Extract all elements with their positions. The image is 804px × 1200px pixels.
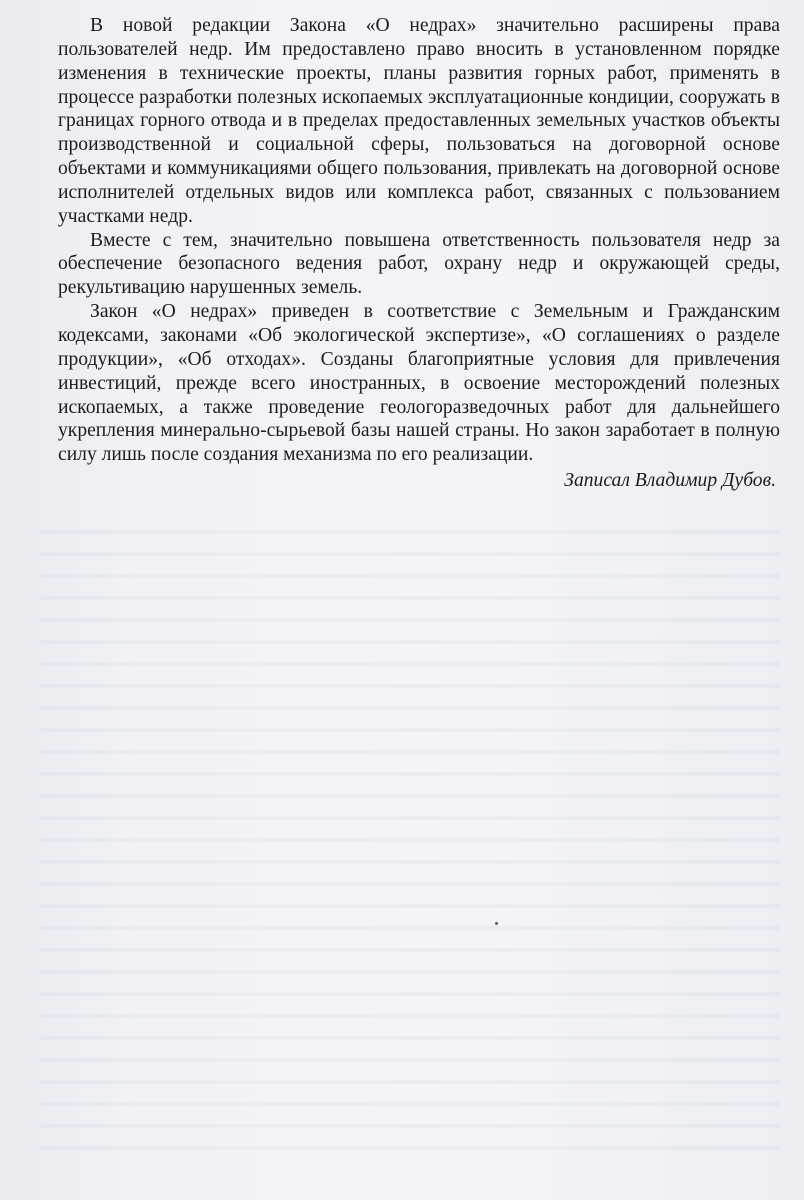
- paragraph-2: Вместе с тем, значительно повышена ответственность пользователя недр за обеспечение безопасного ведения работ, охрану недр и окружающей среды, рекультивацию нарушенных земель.: [58, 229, 780, 299]
- show-through-texture: [40, 520, 780, 1160]
- author-signature: Записал Владимир Дубов.: [564, 470, 776, 492]
- paragraph-3: Закон «О недрах» приведен в соответствие с Земельным и Гражданским кодексами, законами «Об экологической экспертизе», «О соглашениях о разделе продукции», «Об отходах». Созданы благоприятные условия для привлечения инвестиций, прежде всего иностранных, в освоение месторождений полезных ископаемых, а также проведение геологоразведочных работ для дальнейшего укрепления минерально-сырьевой базы нашей страны. Но закон заработает в полную силу лишь после создания механизма по его реализации.: [58, 301, 780, 466]
- paragraph-1: В новой редакции Закона «О недрах» значительно расширены права пользователей недр. Им предоставлено право вносить в установленном порядке изменения в технические проекты, планы развития горных работ, применять в процессе разработки полезных ископаемых эксплуатационные кондиции, сооружать в границах горного отвода и в пределах предоставленных земельных участков объекты производственной и социальной сферы, пользоваться на договорной основе объектами и коммуникациями общего пользования, привлекать на договорной основе исполнителей отдельных видов или комплекса работ, связанных с пользованием участками недр.: [58, 15, 780, 227]
- article-body: [58, 14, 780, 493]
- speck-mark: [495, 922, 498, 925]
